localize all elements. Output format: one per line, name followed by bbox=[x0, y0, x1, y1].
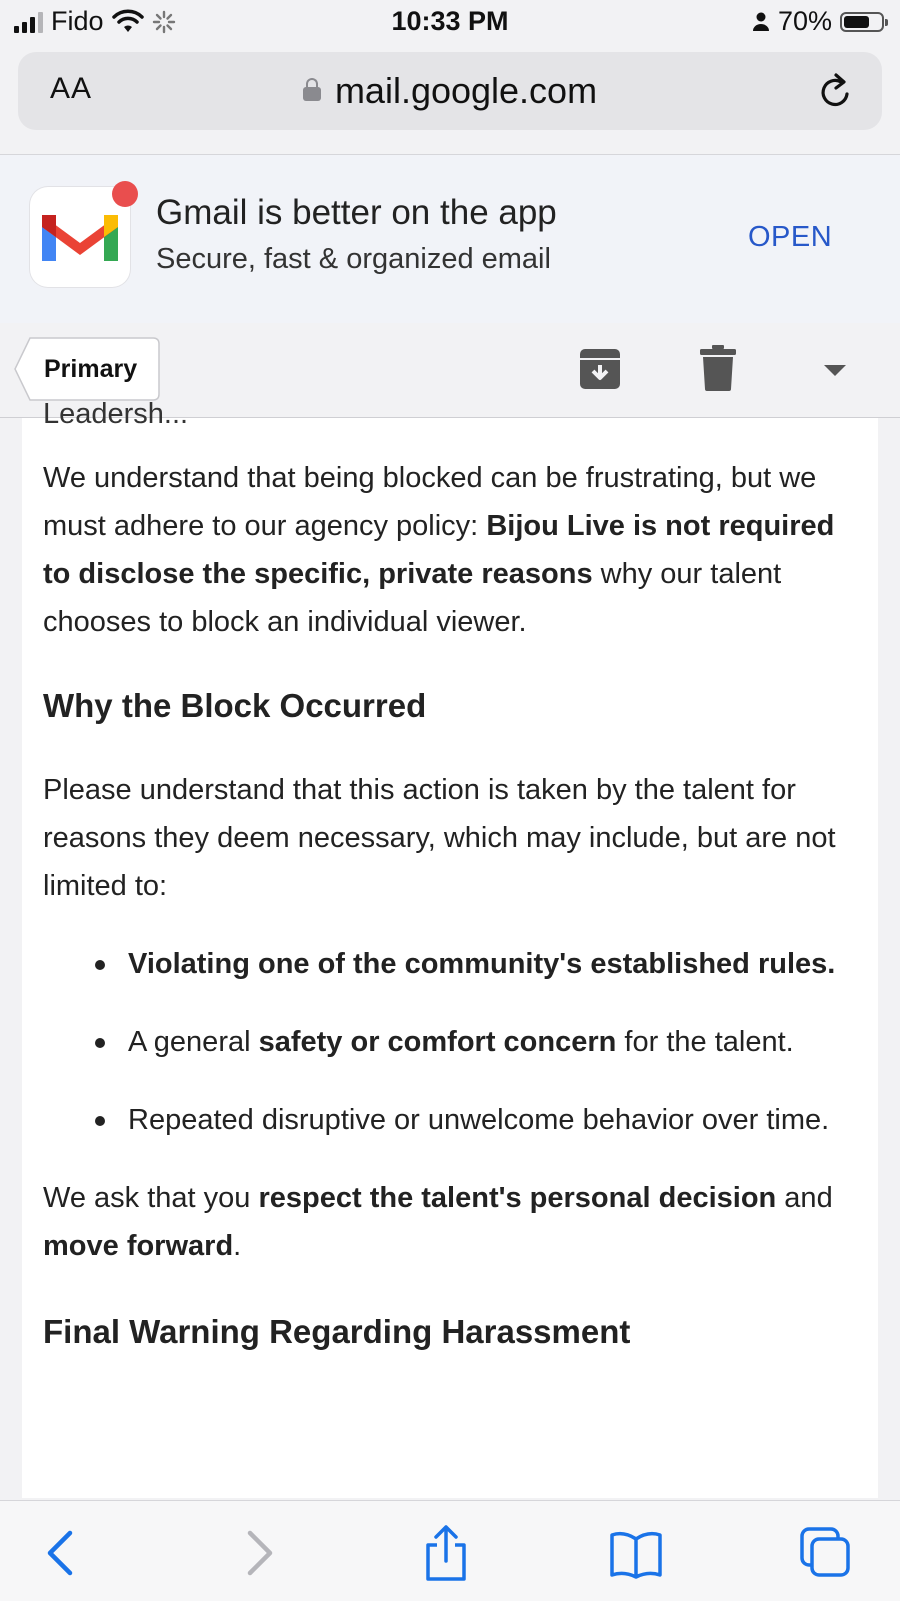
battery-fill bbox=[844, 16, 869, 28]
trash-icon[interactable] bbox=[698, 345, 738, 391]
notification-dot bbox=[112, 181, 138, 207]
banner-subtitle: Secure, fast & organized email bbox=[156, 243, 551, 275]
text-span: A general bbox=[128, 1026, 259, 1058]
battery-percent: 70% bbox=[777, 6, 832, 36]
list-item bbox=[128, 1018, 843, 1066]
back-arrow-icon[interactable] bbox=[34, 1525, 90, 1581]
list-item bbox=[128, 1096, 843, 1144]
heading-final-warning: Final Warning Regarding Harassment bbox=[43, 1313, 631, 1350]
text-size-label: AA bbox=[50, 72, 93, 105]
forward-arrow-icon[interactable] bbox=[230, 1525, 286, 1581]
bold-span: Bijou Live is not required to disclose the specific, private reasons bbox=[43, 510, 835, 590]
app-install-banner bbox=[0, 154, 900, 324]
url-text: mail.google.com bbox=[334, 70, 598, 111]
reasons-list bbox=[43, 940, 843, 1144]
text-span: . bbox=[233, 1230, 242, 1262]
reload-icon[interactable] bbox=[814, 70, 856, 112]
text-span: why our talent chooses to block an individual viewer. bbox=[43, 558, 782, 638]
carrier-label: Fido bbox=[51, 6, 104, 36]
address-bar[interactable] bbox=[18, 52, 882, 130]
email-body bbox=[22, 398, 878, 1498]
person-icon bbox=[752, 12, 770, 32]
browser-bottom-toolbar bbox=[0, 1500, 900, 1601]
caret-down-icon[interactable] bbox=[820, 361, 850, 379]
bold-span: safety or comfort concern bbox=[258, 1026, 617, 1058]
bookmarks-icon[interactable] bbox=[608, 1525, 664, 1581]
bold-span: Violating one of the community's established rules. bbox=[128, 948, 836, 980]
email-content bbox=[43, 390, 843, 1356]
status-bar bbox=[0, 0, 900, 46]
text-span: We understand that being blocked can be frustrating, but we must adhere to our agency policy: bbox=[43, 462, 817, 542]
text-span: and bbox=[776, 1182, 833, 1214]
bold-span: respect the talent's personal decision bbox=[258, 1182, 777, 1214]
text-span: for the talent. bbox=[616, 1026, 794, 1058]
text-span: Repeated disruptive or unwelcome behavior over time. bbox=[128, 1104, 830, 1136]
status-time: 10:33 PM bbox=[391, 6, 509, 36]
clipped-text: Leadersh... bbox=[43, 398, 189, 430]
open-app-button[interactable]: OPEN bbox=[748, 221, 833, 253]
battery-icon bbox=[840, 12, 884, 32]
paragraph-policy bbox=[43, 454, 843, 646]
url-display[interactable] bbox=[18, 70, 882, 112]
list-item bbox=[128, 940, 843, 988]
status-right bbox=[752, 6, 884, 37]
share-icon[interactable] bbox=[418, 1525, 474, 1581]
archive-icon[interactable] bbox=[578, 347, 622, 391]
text-span: We ask that you bbox=[43, 1182, 259, 1214]
paragraph-respect bbox=[43, 1174, 843, 1270]
paragraph-reasons: Please understand that this action is taken by the talent for reasons they deem necessary, which may include, but are not limited to: bbox=[43, 774, 836, 902]
tabs-icon[interactable] bbox=[798, 1525, 854, 1581]
heading-why-block: Why the Block Occurred bbox=[43, 687, 427, 724]
bold-span: move forward bbox=[43, 1230, 234, 1262]
back-label: Primary bbox=[44, 355, 138, 383]
banner-title: Gmail is better on the app bbox=[156, 193, 557, 232]
lock-icon bbox=[303, 87, 321, 101]
